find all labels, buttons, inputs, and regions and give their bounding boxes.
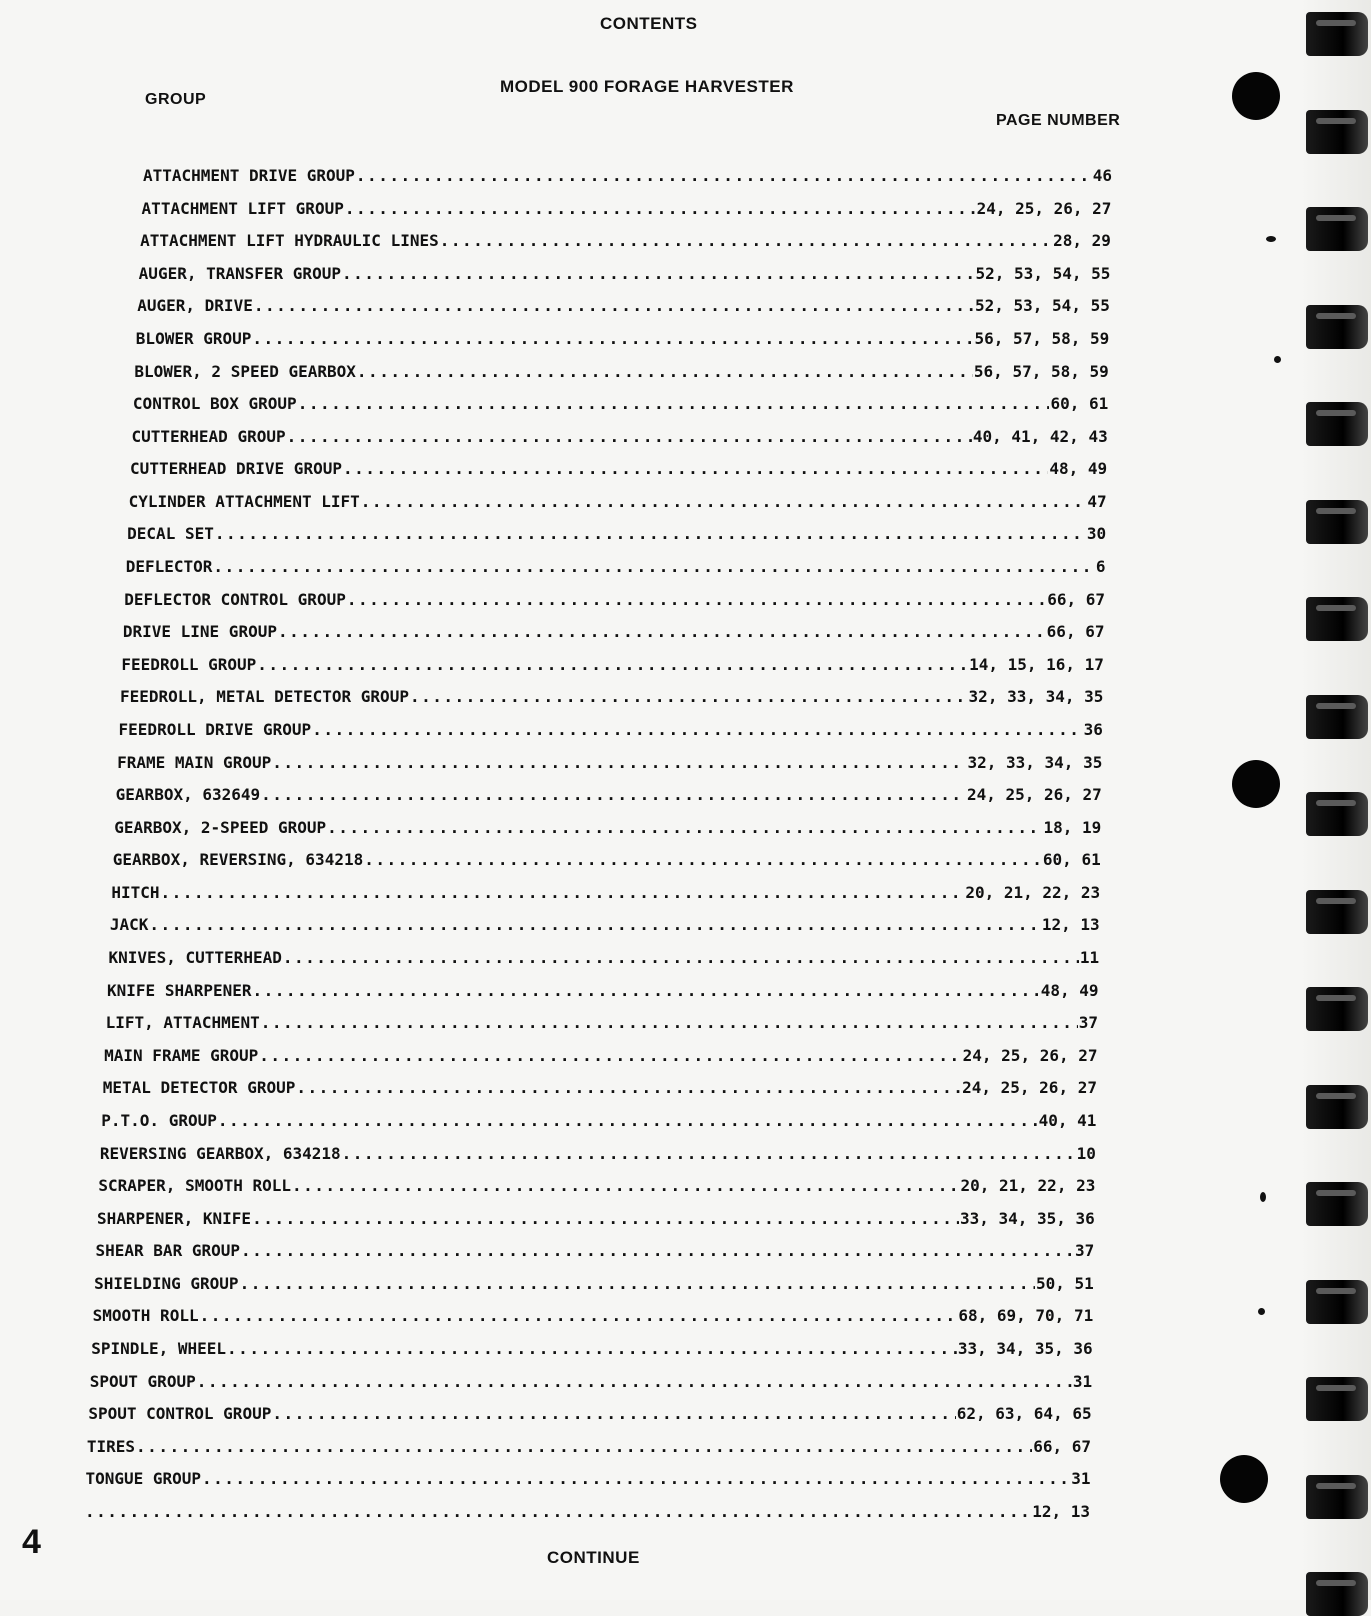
entry-pages: 30 xyxy=(1086,524,1107,544)
entry-pages: 20, 21, 22, 23 xyxy=(960,1176,1096,1196)
binding-ring xyxy=(1306,1377,1368,1421)
entry-pages: 60, 61 xyxy=(1042,850,1101,870)
dot-leader xyxy=(312,720,1082,739)
dot-leader xyxy=(197,1372,1072,1391)
entry-pages: 33, 34, 35, 36 xyxy=(957,1339,1093,1359)
entry-pages: 47 xyxy=(1087,491,1107,511)
dot-leader xyxy=(254,296,974,315)
entry-label: FEEDROLL GROUP xyxy=(121,654,257,674)
entry-label: SPOUT CONTROL GROUP xyxy=(88,1404,272,1424)
entry-pages: 40, 41 xyxy=(1038,1110,1097,1130)
entry-pages: 36 xyxy=(1083,719,1103,739)
contents-entry xyxy=(111,878,1100,902)
entry-pages: 66, 67 xyxy=(1046,622,1105,642)
dot-leader xyxy=(149,915,1040,934)
entry-pages: 18, 19 xyxy=(1043,817,1102,837)
entry-label: CUTTERHEAD GROUP xyxy=(131,426,286,446)
entry-label: CYLINDER ATTACHMENT LIFT xyxy=(128,491,360,511)
binding-ring xyxy=(1306,1280,1368,1324)
dot-leader xyxy=(272,1404,955,1423)
contents-entry xyxy=(130,454,1107,478)
dot-leader xyxy=(440,231,1052,250)
entry-label: P.T.O. GROUP xyxy=(101,1110,217,1130)
entry-label: SHARPENER, KNIFE xyxy=(96,1208,252,1228)
entry-pages: 11 xyxy=(1079,948,1100,968)
contents-entry xyxy=(113,845,1101,869)
group-column-header: GROUP xyxy=(145,91,207,108)
entry-label: KNIFE SHARPENER xyxy=(107,980,252,1000)
contents-entry xyxy=(120,682,1103,706)
entry-label: DRIVE LINE GROUP xyxy=(122,622,277,642)
contents-entry xyxy=(124,585,1105,609)
dot-leader xyxy=(257,655,968,674)
contents-entry xyxy=(129,487,1107,511)
binding-ring xyxy=(1306,792,1368,836)
contents-entry xyxy=(136,324,1110,348)
contents-entry xyxy=(117,748,1102,772)
contents-entry xyxy=(116,780,1102,804)
dot-leader xyxy=(200,1306,958,1325)
entry-label: KNIVES, CUTTERHEAD xyxy=(108,948,282,968)
entry-pages: 31 xyxy=(1072,1371,1093,1391)
entry-pages: 37 xyxy=(1075,1241,1095,1261)
entry-label: GEARBOX, 632649 xyxy=(115,785,261,805)
dot-leader xyxy=(342,1144,1076,1163)
page-number-column-header: PAGE NUMBER xyxy=(996,112,1121,129)
entry-pages: 12, 13 xyxy=(1032,1502,1090,1521)
entry-label: TONGUE GROUP xyxy=(85,1469,202,1489)
entry-label: DECAL SET xyxy=(127,524,214,544)
dot-leader xyxy=(278,622,1046,641)
contents-entry xyxy=(123,617,1105,641)
contents-entry xyxy=(84,1497,1090,1521)
entry-label: AUGER, TRANSFER GROUP xyxy=(138,263,341,283)
entry-pages: 10 xyxy=(1076,1143,1096,1163)
contents-entry xyxy=(137,291,1110,315)
paper-speck xyxy=(1260,1192,1266,1202)
dot-leader xyxy=(85,1502,1031,1521)
dot-leader xyxy=(240,1274,1035,1293)
contents-entry xyxy=(94,1269,1094,1293)
model-title: MODEL 900 FORAGE HARVESTER xyxy=(500,77,794,96)
contents-entry xyxy=(140,226,1111,250)
dot-leader xyxy=(213,557,1094,576)
contents-entry xyxy=(133,389,1108,413)
entry-pages: 46 xyxy=(1092,166,1112,185)
entry-pages: 14, 15, 16, 17 xyxy=(969,654,1104,674)
contents-entry xyxy=(114,813,1101,837)
entry-label: GEARBOX, 2-SPEED GROUP xyxy=(114,817,327,837)
entry-label: AUGER, DRIVE xyxy=(137,296,253,316)
entry-pages: 48, 49 xyxy=(1049,459,1108,479)
dot-leader xyxy=(357,362,973,381)
entry-label: MAIN FRAME GROUP xyxy=(104,1045,259,1065)
entry-pages: 24, 25, 26, 27 xyxy=(962,1078,1097,1098)
dot-leader xyxy=(261,1013,1078,1032)
entry-label: BLOWER GROUP xyxy=(135,328,252,348)
dot-leader xyxy=(410,687,968,706)
entry-label: JACK xyxy=(109,915,149,935)
contents-entry xyxy=(103,1073,1097,1097)
continue-label: CONTINUE xyxy=(547,1548,640,1567)
entry-pages: 52, 53, 54, 55 xyxy=(975,263,1111,283)
contents-entry xyxy=(87,1432,1091,1456)
entry-pages: 12, 13 xyxy=(1041,915,1100,935)
entry-label: SMOOTH ROLL xyxy=(92,1306,199,1326)
dot-leader xyxy=(342,264,975,283)
entry-pages: 31 xyxy=(1071,1469,1091,1489)
entry-pages: 32, 33, 34, 35 xyxy=(967,752,1103,772)
entry-pages: 24, 25, 26, 27 xyxy=(962,1045,1098,1065)
entry-pages: 68, 69, 70, 71 xyxy=(958,1306,1094,1326)
binding-ring xyxy=(1306,987,1368,1031)
entry-label: METAL DETECTOR GROUP xyxy=(102,1078,296,1098)
punch-hole xyxy=(1232,760,1280,808)
dot-leader xyxy=(364,850,1042,869)
dot-leader xyxy=(161,883,965,902)
dot-leader xyxy=(252,1209,959,1228)
dot-leader xyxy=(261,785,966,804)
dot-leader xyxy=(361,492,1087,511)
contents-entry xyxy=(126,552,1106,576)
entry-pages: 28, 29 xyxy=(1053,231,1111,251)
entry-label: HITCH xyxy=(111,882,160,902)
punch-hole xyxy=(1220,1455,1268,1503)
dot-leader xyxy=(345,199,976,218)
dot-leader xyxy=(298,394,1050,413)
entry-pages: 56, 57, 58, 59 xyxy=(973,361,1109,381)
binding-ring xyxy=(1306,402,1368,446)
entry-pages: 37 xyxy=(1078,1013,1099,1033)
dot-leader xyxy=(296,1078,961,1097)
contents-entry xyxy=(127,519,1106,543)
entry-pages: 48, 49 xyxy=(1040,980,1099,1000)
binding-ring xyxy=(1306,12,1368,56)
dot-leader xyxy=(327,818,1042,837)
binding-ring xyxy=(1306,1182,1368,1226)
entry-label: FEEDROLL, METAL DETECTOR GROUP xyxy=(119,687,409,707)
contents-entry xyxy=(85,1464,1090,1488)
binding-ring xyxy=(1306,207,1368,251)
entry-label: DEFLECTOR CONTROL GROUP xyxy=(124,589,346,609)
contents-entry xyxy=(96,1236,1095,1260)
entry-label: LIFT, ATTACHMENT xyxy=(105,1013,260,1033)
entry-pages: 52, 53, 54, 55 xyxy=(974,296,1110,316)
entry-pages: 50, 51 xyxy=(1035,1273,1094,1293)
entry-pages: 24, 25, 26, 27 xyxy=(966,785,1102,805)
dot-leader xyxy=(259,1046,961,1065)
contents-entry xyxy=(119,715,1103,739)
entry-label: ATTACHMENT DRIVE GROUP xyxy=(143,166,355,185)
contents-entry xyxy=(108,943,1099,967)
dot-leader xyxy=(241,1241,1074,1260)
entry-label: SCRAPER, SMOOTH ROLL xyxy=(98,1176,292,1196)
entry-pages: 32, 33, 34, 35 xyxy=(968,687,1104,707)
entry-label: SHIELDING GROUP xyxy=(94,1273,239,1293)
dot-leader xyxy=(136,1437,1032,1456)
entry-label: SHEAR BAR GROUP xyxy=(95,1241,240,1261)
entry-pages: 6 xyxy=(1095,557,1106,577)
contents-entry xyxy=(104,1041,1097,1065)
entry-label: GEARBOX, REVERSING, 634218 xyxy=(112,850,364,870)
entry-pages: 20, 21, 22, 23 xyxy=(965,882,1101,902)
entry-label: CONTROL BOX GROUP xyxy=(132,394,297,414)
punch-hole xyxy=(1232,72,1280,120)
paper-speck xyxy=(1274,356,1281,363)
paper-speck xyxy=(1266,236,1276,242)
contents-entry xyxy=(91,1334,1092,1358)
dot-leader xyxy=(347,590,1046,609)
entry-label: SPOUT GROUP xyxy=(89,1371,196,1391)
contents-entry xyxy=(107,976,1099,1000)
entry-label: SPINDLE, WHEEL xyxy=(91,1339,227,1359)
contents-title: CONTENTS xyxy=(600,14,698,33)
entry-label: REVERSING GEARBOX, 634218 xyxy=(99,1143,341,1163)
contents-entry xyxy=(142,194,1112,218)
entry-label: FRAME MAIN GROUP xyxy=(117,752,272,772)
dot-leader xyxy=(202,1469,1070,1488)
contents-entry xyxy=(90,1367,1092,1391)
dot-leader xyxy=(215,524,1086,543)
dot-leader xyxy=(343,459,1048,478)
dot-leader xyxy=(227,1339,957,1358)
entry-label: CUTTERHEAD DRIVE GROUP xyxy=(130,459,342,479)
binding-ring xyxy=(1306,1475,1368,1519)
dot-leader xyxy=(356,166,1092,185)
contents-entry xyxy=(93,1301,1094,1325)
contents-entry xyxy=(110,910,1100,934)
entry-label: FEEDROLL DRIVE GROUP xyxy=(118,719,312,739)
contents-entry xyxy=(101,1106,1096,1130)
entry-label: ATTACHMENT LIFT HYDRAULIC LINES xyxy=(140,231,439,251)
page-number: 4 xyxy=(22,1523,41,1561)
entry-label: DEFLECTOR xyxy=(125,557,213,577)
dot-leader xyxy=(253,981,1040,1000)
contents-entry xyxy=(106,1008,1098,1032)
dot-leader xyxy=(272,753,966,772)
dot-leader xyxy=(292,1176,959,1195)
binding-ring xyxy=(1306,305,1368,349)
contents-entry xyxy=(100,1139,1096,1163)
dot-leader xyxy=(252,329,973,348)
contents-entry xyxy=(131,422,1107,446)
binding-ring xyxy=(1306,597,1368,641)
dot-leader xyxy=(287,427,972,446)
entry-pages: 62, 63, 64, 65 xyxy=(956,1404,1092,1424)
dot-leader xyxy=(218,1111,1038,1130)
contents-entry xyxy=(139,259,1111,283)
binding-ring xyxy=(1306,110,1368,154)
entry-pages: 40, 41, 42, 43 xyxy=(972,426,1108,446)
entry-label: BLOWER, 2 SPEED GEARBOX xyxy=(134,361,356,381)
entry-pages: 33, 34, 35, 36 xyxy=(959,1208,1095,1228)
entry-pages: 60, 61 xyxy=(1050,394,1109,414)
binding-ring xyxy=(1306,890,1368,934)
entry-pages: 66, 67 xyxy=(1033,1436,1092,1456)
entry-label: TIRES xyxy=(86,1436,136,1456)
contents-entry xyxy=(143,161,1112,185)
entry-label: ATTACHMENT LIFT GROUP xyxy=(141,198,344,218)
contents-entry xyxy=(98,1171,1095,1195)
binding-ring xyxy=(1306,1572,1368,1616)
contents-entry xyxy=(134,357,1108,381)
paper-speck xyxy=(1258,1308,1265,1315)
dot-leader xyxy=(283,948,1079,967)
binding-ring xyxy=(1306,695,1368,739)
entry-pages: 66, 67 xyxy=(1047,589,1105,609)
entry-pages: 56, 57, 58, 59 xyxy=(974,328,1110,348)
binding-ring xyxy=(1306,500,1368,544)
contents-entry xyxy=(121,650,1104,674)
contents-entry xyxy=(97,1204,1095,1228)
binding-ring xyxy=(1306,1085,1368,1129)
entry-pages: 24, 25, 26, 27 xyxy=(976,198,1112,218)
contents-entry xyxy=(88,1399,1091,1423)
